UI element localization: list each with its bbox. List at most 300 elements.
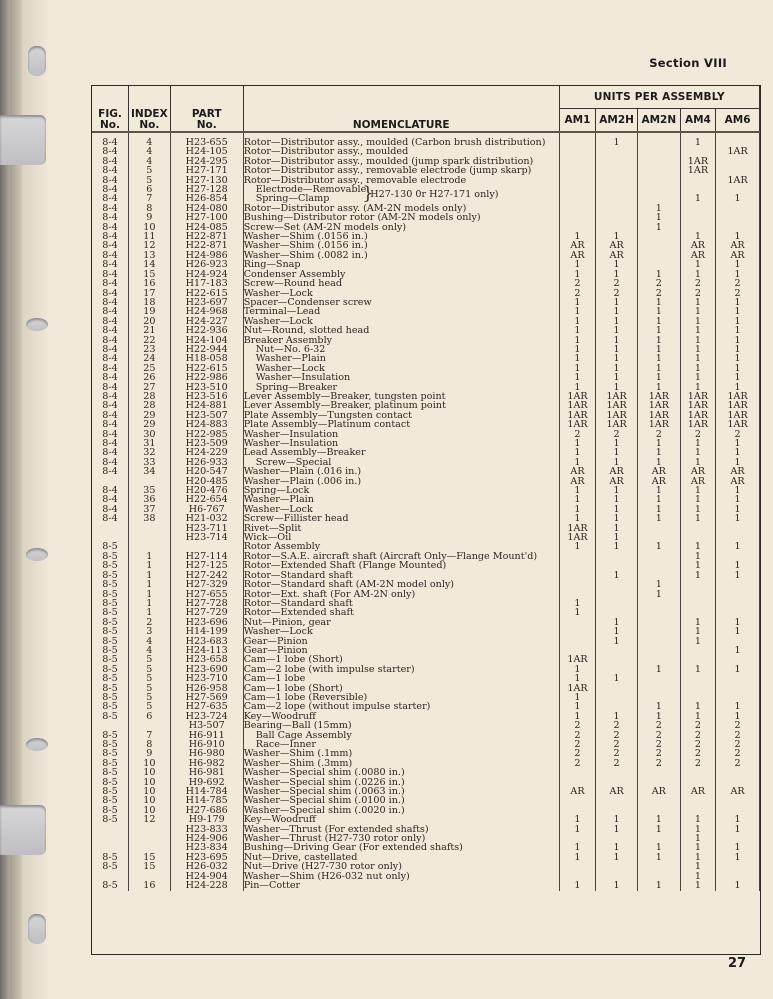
fig-no-cell: 8-4 [92,514,129,523]
fig-no-cell: 8-5 [92,787,129,796]
units-am1-cell [559,571,596,580]
units-am4-cell: 2 [680,430,715,439]
units-am6-cell: 1 [716,853,760,862]
units-am1-cell: 1 [559,439,596,448]
index-no-cell: 9 [129,749,171,758]
part-no-cell: H23-509 [170,439,243,448]
nomenclature-text: Washer—Plain [255,353,326,365]
nomenclature-text: Rotor—Extended Shaft (Flange Mounted) [243,560,447,572]
part-no-cell: H20-476 [170,486,243,495]
nomenclature-text: Washer—Shim (.0156 in.) [243,231,368,243]
part-no-cell: H27-329 [170,580,243,589]
units-am2n-cell: 1 [637,307,680,316]
units-am1-cell [559,176,596,185]
index-no-cell: 29 [129,411,171,420]
part-no-cell: H3-507 [170,721,243,730]
part-no-cell: H26-923 [170,260,243,269]
units-am4-cell [680,204,715,213]
fig-no-cell: 8-5 [92,637,129,646]
units-am2h-cell [596,157,638,166]
nomenclature-text: Rotor—Standard shaft (AM-2N model only) [243,579,455,591]
units-am2n-cell [637,524,680,533]
fig-no-cell: 8-4 [92,505,129,514]
units-am2n-cell [637,618,680,627]
units-am2n-cell: 1 [637,495,680,504]
header-nomenclature: NOMENCLATURE [243,86,559,132]
nomenclature-text: Nut—Pinion, gear [243,616,331,628]
units-am1-cell: 2 [559,430,596,439]
fig-no-cell: 8-4 [92,439,129,448]
index-no-cell: 10 [129,759,171,768]
nomenclature-text: Washer—Plain (.006 in.) [243,475,362,487]
fig-no-cell: 8-4 [92,289,129,298]
units-am2n-cell [637,608,680,617]
units-am2h-cell [596,655,638,664]
units-am2h-cell: 1AR [596,420,638,429]
units-am4-cell: AR [680,251,715,260]
nomenclature-text: Washer—Special shim (.0020 in.) [243,804,405,816]
units-am6-cell: 2 [716,749,760,758]
brace-symbol: } [362,183,374,205]
units-am2h-cell: 1 [596,298,638,307]
units-am1-cell: AR [559,787,596,796]
units-am4-cell: 1 [680,486,715,495]
index-no-cell: 28 [129,392,171,401]
units-am1-cell: 1 [559,307,596,316]
part-no-cell: H22-985 [170,430,243,439]
nomenclature-text: Key—Woodruff [243,814,316,826]
units-am4-cell: 1 [680,505,715,514]
units-am6-cell: 1 [716,712,760,721]
part-no-cell: H6-982 [170,759,243,768]
units-am2n-cell [637,684,680,693]
units-am4-cell: 1 [680,373,715,382]
units-am2h-cell [596,599,638,608]
index-no-cell: 32 [129,448,171,457]
nomenclature-text: Washer—Shim (.1mm) [243,748,353,760]
index-no-cell: 29 [129,420,171,429]
nomenclature-text: Race—Inner [255,739,316,750]
units-am6-cell: 1 [716,298,760,307]
units-am6-cell: 1 [716,364,760,373]
units-am6-cell: 1AR [716,420,760,429]
fig-no-cell: 8-5 [92,768,129,777]
units-am6-cell: AR [716,251,760,260]
binder-notch [0,805,46,855]
nomenclature-text: Washer—Special shim (.0100 in.) [243,795,405,807]
part-no-cell: H22-986 [170,373,243,382]
units-am2n-cell [637,637,680,646]
index-no-cell: 1 [129,580,171,589]
fig-no-cell: 8-4 [92,157,129,166]
fig-no-cell: 8-5 [92,608,129,617]
index-no-cell: 30 [129,430,171,439]
units-am6-cell: 1 [716,815,760,824]
punch-hole [26,738,48,751]
nomenclature-text: Ball Cage Assembly [255,729,352,741]
units-am6-cell: 1 [716,373,760,382]
units-am2n-cell: AR [637,477,680,486]
units-am2h-cell: 1 [596,533,638,542]
units-am1-cell: 1 [559,317,596,326]
index-no-cell: 1 [129,552,171,561]
units-am2n-cell: 1 [637,825,680,834]
units-am4-cell: 1AR [680,420,715,429]
nomenclature-text: Washer—Thrust (H27-730 rotor only) [243,833,426,845]
part-no-cell: H22-654 [170,495,243,504]
nomenclature-text: Nut—Drive (H27-730 rotor only) [243,861,402,873]
units-am2n-cell: 1AR [637,401,680,410]
index-no-cell: 5 [129,166,171,175]
part-no-cell: H24-881 [170,401,243,410]
part-no-cell: H27-125 [170,561,243,570]
units-am1-cell: AR [559,467,596,476]
units-am2n-cell: 1 [637,223,680,232]
units-am4-cell: 1 [680,354,715,363]
fig-no-cell: 8-5 [92,853,129,862]
nomenclature-text: Spring—Clamp [255,193,330,205]
units-am2h-cell [596,194,638,203]
units-am4-cell: 2 [680,289,715,298]
fig-no-cell: 8-4 [92,458,129,467]
parts-table-body [92,132,760,891]
nomenclature-text: Lead Assembly—Breaker [243,447,366,459]
part-no-cell: H24-229 [170,448,243,457]
part-no-cell: H24-924 [170,270,243,279]
fig-no-cell: 8-5 [92,806,129,815]
fig-no-cell: 8-4 [92,401,129,410]
units-am2n-cell: 1 [637,853,680,862]
part-no-cell: H27-114 [170,552,243,561]
units-am1-cell: 1AR [559,411,596,420]
units-am1-cell [559,618,596,627]
punch-hole [26,318,48,331]
index-no-cell: 35 [129,486,171,495]
units-am2n-cell: 2 [637,721,680,730]
units-am4-cell: 1 [680,712,715,721]
units-am4-cell: 1 [680,345,715,354]
units-am2n-cell: 2 [637,289,680,298]
units-am2h-cell: AR [596,467,638,476]
units-am2n-cell [637,552,680,561]
part-no-cell: H23-714 [170,533,243,542]
header-fig-no [92,86,129,132]
nomenclature-text: Nut—No. 6-32 [255,343,326,355]
units-am2n-cell: 1 [637,270,680,279]
nomenclature-text: Bushing—Driving Gear (For extended shafts) [243,842,463,854]
index-no-cell: 33 [129,458,171,467]
units-am1-cell [559,552,596,561]
units-am1-cell: 1 [559,448,596,457]
nomenclature-text: Washer—Insulation [243,428,339,440]
units-am2n-cell: 2 [637,749,680,758]
nomenclature-text: Rotor—S.A.E. aircraft shaft (Aircraft Only—Flange Mount'd) [243,550,538,562]
fig-no-cell: 8-4 [92,317,129,326]
units-am2h-cell: 1 [596,354,638,363]
units-am2n-cell: 1 [637,298,680,307]
units-am2n-cell [637,796,680,805]
units-am6-cell: 1 [716,881,760,890]
nomenclature-text: Washer—Thrust (For extended shafts) [243,823,429,835]
units-am1-cell: 1 [559,825,596,834]
units-am1-cell: 2 [559,740,596,749]
nomenclature-text: Electrode—Removable [255,184,367,196]
fig-no-cell: 8-4 [92,326,129,335]
units-am2h-cell: 2 [596,721,638,730]
part-no-cell: H24-228 [170,881,243,890]
punch-hole [28,46,46,76]
nomenclature-text: Washer—Lock [243,503,313,515]
units-am2n-cell: 1 [637,345,680,354]
units-am2n-cell: 2 [637,740,680,749]
header-fig-line2: No. [100,119,120,131]
nomenclature-cell [243,881,559,890]
part-no-cell: H24-904 [170,872,243,881]
part-no-cell: H22-871 [170,232,243,241]
part-no-cell: H14-199 [170,627,243,636]
index-no-cell: 15 [129,853,171,862]
header-model-am6: AM6 [716,109,760,133]
units-am6-cell [716,796,760,805]
index-no-cell: 15 [129,270,171,279]
fig-no-cell: 8-5 [92,561,129,570]
nomenclature-text: Lever Assembly—Breaker, platinum point [243,400,446,412]
nomenclature-text: Screw—Set (AM-2N models only) [243,221,407,233]
units-am6-cell: 1 [716,571,760,580]
index-no-cell: 12 [129,815,171,824]
index-no-cell: 5 [129,665,171,674]
index-no-cell: 7 [129,194,171,203]
units-am1-cell: 1 [559,843,596,852]
part-no-cell: H24-105 [170,147,243,156]
index-no-cell: 14 [129,260,171,269]
index-no-cell: 5 [129,693,171,702]
nomenclature-text: Rotor—Distributor assy. (AM-2N models only) [243,202,467,214]
units-am2h-cell: 1 [596,486,638,495]
fig-no-cell: 8-5 [92,702,129,711]
fig-no-cell: 8-4 [92,147,129,156]
units-am2n-cell: 1 [637,881,680,890]
header-model-am1: AM1 [559,109,596,133]
units-am1-cell: 1 [559,495,596,504]
units-am2h-cell [596,185,638,194]
units-am6-cell: 1 [716,194,760,203]
index-no-cell: 23 [129,345,171,354]
units-am2n-cell: 1 [637,213,680,222]
fig-no-cell: 8-5 [92,571,129,580]
units-am1-cell: 1 [559,298,596,307]
header-part-line1: PART [191,108,222,120]
units-am2h-cell: 1 [596,138,638,147]
nomenclature-text: Spring—Breaker [255,381,338,393]
index-no-cell: 13 [129,251,171,260]
units-am4-cell: 1 [680,853,715,862]
units-am6-cell: 1 [716,336,760,345]
part-no-cell: H24-085 [170,223,243,232]
units-am6-cell [716,524,760,533]
part-no-cell: H17-183 [170,279,243,288]
units-am2h-cell: 1 [596,853,638,862]
units-am4-cell: 1 [680,872,715,881]
part-no-cell: H23-711 [170,524,243,533]
units-am2h-cell: 2 [596,749,638,758]
units-am6-cell: 1 [716,345,760,354]
units-am4-cell: AR [680,241,715,250]
fig-no-cell: 8-5 [92,693,129,702]
units-am6-cell [716,580,760,589]
index-no-cell: 38 [129,514,171,523]
part-no-cell: H24-227 [170,317,243,326]
fig-no-cell: 8-4 [92,467,129,476]
part-no-cell: H26-958 [170,684,243,693]
nomenclature-text: Washer—Insulation [255,372,351,384]
units-am2n-cell [637,232,680,241]
units-am1-cell: 1AR [559,401,596,410]
units-am6-cell: AR [716,477,760,486]
units-am2h-cell: 1 [596,336,638,345]
nomenclature-text: Cam—1 lobe (Short) [243,654,343,666]
fig-no-cell: 8-4 [92,364,129,373]
header-index-no [129,86,171,132]
part-no-cell: H24-968 [170,307,243,316]
units-am1-cell [559,138,596,147]
index-no-cell: 12 [129,241,171,250]
units-am1-cell [559,157,596,166]
index-no-cell: 26 [129,373,171,382]
nomenclature-text: Washer—Plain (.016 in.) [243,466,362,478]
fig-no-cell: 8-4 [92,411,129,420]
section-header: Section VIII [649,56,727,70]
units-am2n-cell [637,561,680,570]
fig-no-cell: 8-4 [92,336,129,345]
units-am2n-cell: 1 [637,458,680,467]
units-am6-cell: 2 [716,759,760,768]
nomenclature-text: Screw—Fillister head [243,513,349,525]
units-am4-cell [680,580,715,589]
units-am1-cell [559,637,596,646]
nomenclature-text: Rotor—Distributor assy., moulded (jump spark distribution) [243,155,534,167]
units-am2n-cell: AR [637,787,680,796]
units-am2n-cell [637,176,680,185]
units-am1-cell: 1 [559,674,596,683]
units-am2n-cell: 1 [637,354,680,363]
nomenclature-text: Pin—Cotter [243,880,301,892]
units-am6-cell: 1 [716,505,760,514]
fig-no-cell: 8-4 [92,495,129,504]
units-am6-cell: 1 [716,354,760,363]
fig-no-cell: 8-4 [92,138,129,147]
units-am6-cell [716,862,760,871]
fig-no-cell: 8-5 [92,796,129,805]
units-am2h-cell: 1 [596,317,638,326]
fig-no-cell: 8-4 [92,204,129,213]
nomenclature-text: Rotor—Standard shaft [243,569,353,581]
units-am4-cell: AR [680,477,715,486]
nomenclature-text: Key—Woodruff [243,710,316,722]
units-am2h-cell [596,693,638,702]
units-am6-cell: 1AR [716,147,760,156]
nomenclature-text: Ring—Snap [243,259,301,271]
fig-no-cell: 8-4 [92,448,129,457]
index-no-cell: 24 [129,354,171,363]
units-am2h-cell: 1AR [596,411,638,420]
units-am4-cell: 1 [680,881,715,890]
units-am2n-cell [637,147,680,156]
header-model-am2h: AM2H [596,109,638,133]
units-am1-cell: 1 [559,712,596,721]
nomenclature-text: Washer—Plain [243,494,314,506]
units-am4-cell: 1 [680,232,715,241]
units-am4-cell: 1AR [680,401,715,410]
index-no-cell: 1 [129,590,171,599]
fig-no-cell: 8-4 [92,185,129,194]
units-am1-cell [559,204,596,213]
nomenclature-text: Nut—Drive, castellated [243,851,358,863]
nomenclature-text: Washer—Special shim (.0063 in.) [243,786,405,798]
units-am2n-cell: 1 [637,505,680,514]
units-am4-cell: 1 [680,458,715,467]
units-am2n-cell: AR [637,467,680,476]
fig-no-cell: 8-4 [92,251,129,260]
part-no-cell: H27-728 [170,599,243,608]
units-am2h-cell: 1 [596,307,638,316]
units-am1-cell: AR [559,477,596,486]
units-am6-cell: 1 [716,307,760,316]
part-no-cell: H22-615 [170,364,243,373]
part-no-cell: H26-854 [170,194,243,203]
units-am1-cell: 1 [559,881,596,890]
units-am2n-cell: 1 [637,542,680,551]
units-am4-cell [680,646,715,655]
units-am6-cell: 1 [716,702,760,711]
part-no-cell: H27-242 [170,571,243,580]
units-am2h-cell [596,590,638,599]
units-am1-cell: 1 [559,260,596,269]
units-am4-cell [680,176,715,185]
units-am4-cell: 1 [680,571,715,580]
units-am2n-cell [637,157,680,166]
nomenclature-text: Wick—Oil [243,532,292,544]
units-am1-cell: 1 [559,853,596,862]
units-am2h-cell [596,796,638,805]
units-am6-cell: AR [716,467,760,476]
index-no-cell: 5 [129,674,171,683]
nomenclature-text: Screw—Round head [243,278,342,290]
units-am2n-cell: 1AR [637,411,680,420]
units-am6-cell: 1 [716,232,760,241]
part-no-cell: H20-485 [170,477,243,486]
units-am6-cell: 1AR [716,176,760,185]
part-no-cell: H24-080 [170,204,243,213]
fig-no-cell: 8-4 [92,420,129,429]
units-am2h-cell: 1 [596,373,638,382]
page-number: 27 [728,956,747,971]
units-am4-cell: 1AR [680,392,715,401]
units-am2n-cell: 1 [637,815,680,824]
part-no-cell: H6-767 [170,505,243,514]
units-am1-cell: 1 [559,505,596,514]
units-am1-cell: 1 [559,693,596,702]
units-am6-cell: 1 [716,561,760,570]
nomenclature-text: Rotor—Standard shaft [243,597,353,609]
units-am6-cell: 1 [716,542,760,551]
units-am6-cell: AR [716,241,760,250]
units-am6-cell [716,768,760,777]
nomenclature-text: Breaker Assembly [243,334,333,346]
units-am6-cell: 2 [716,289,760,298]
part-no-cell: H23-507 [170,411,243,420]
nomenclature-text: Bushing—Distributor rotor (AM-2N models only) [243,212,481,224]
